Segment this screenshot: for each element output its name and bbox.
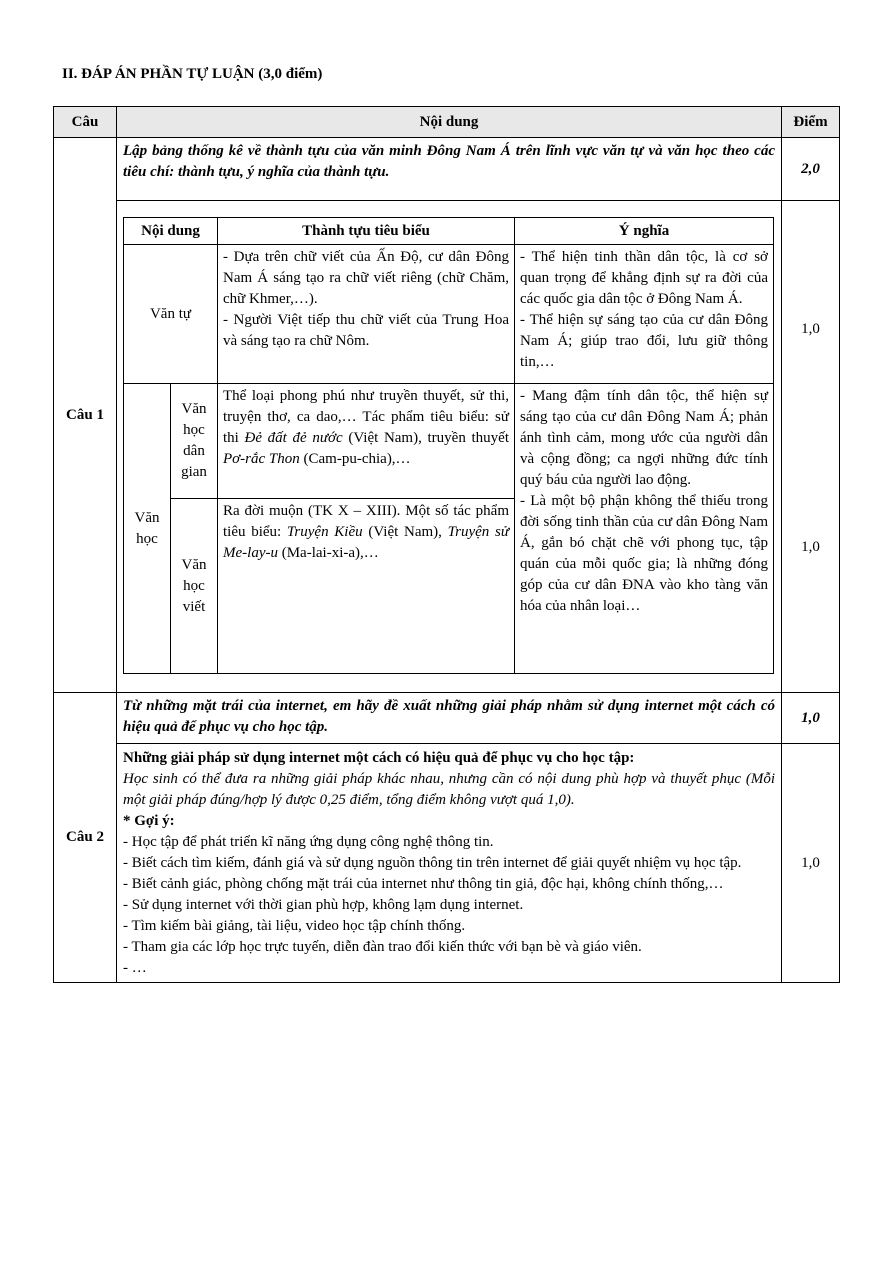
q1-prompt: Lập bảng thống kê về thành tựu của văn minh Đông Nam Á trên lĩnh vực văn tự và văn học theo các tiêu chí: thành tựu, ý nghĩa của thành tựu. bbox=[117, 138, 782, 201]
viet-text-1: Ra đời muộn (TK X – XIII). Một số tác phẩm tiêu biểu: bbox=[223, 503, 509, 540]
van-hoc-meaning-2: - Là một bộ phận không thể thiếu trong đời sống tinh thần của cư dân Đông Nam Á, gắn bó chặt chẽ với phong tục, tập quán của mỗi quốc gia; là những đóng góp của cư dân ĐNA vào kho tàng văn hóa của nhân loại… bbox=[520, 493, 768, 614]
q1-label: Câu 1 bbox=[54, 138, 117, 693]
van-hoc-label: Văn học bbox=[124, 384, 171, 674]
inner-header-thanh-tuu: Thành tựu tiêu biểu bbox=[218, 218, 515, 245]
dan-gian-work-1: Đẻ đất đẻ nước bbox=[244, 430, 343, 446]
q1-answer-row bbox=[54, 201, 840, 693]
van-hoc-meaning bbox=[515, 384, 774, 674]
q2-score: 1,0 bbox=[782, 744, 840, 983]
q2-answer-title: Những giải pháp sử dụng internet một cách có hiệu quả để phục vụ cho học tập: bbox=[123, 750, 635, 766]
viet-work-1: Truyện Kiều bbox=[286, 524, 363, 540]
section-heading: II. ĐÁP ÁN PHẦN TỰ LUẬN (3,0 điểm) bbox=[62, 66, 323, 82]
van-tu-achievement-2: - Người Việt tiếp thu chữ viết của Trung Hoa và sáng tạo ra chữ Nôm. bbox=[223, 312, 509, 349]
van-hoc-viet-achievement bbox=[218, 499, 515, 674]
van-hoc-viet-label: Văn học viết bbox=[171, 499, 218, 674]
q2-answer-row bbox=[54, 744, 840, 983]
q2-answer-note: Học sinh có thể đưa ra những giải pháp khác nhau, nhưng cần có nội dung phù hợp và thuyết phục (Mỗi một giải pháp đúng/hợp lý được 0,25 điểm, tổng điểm không vượt quá 1,0). bbox=[123, 771, 775, 808]
header-diem: Điểm bbox=[782, 107, 840, 138]
q2-hint-4: - Sử dụng internet với thời gian phù hợp, không lạm dụng internet. bbox=[123, 897, 524, 913]
van-hoc-score: 1,0 bbox=[801, 539, 820, 555]
q2-answer-cell bbox=[117, 744, 782, 983]
inner-header-row bbox=[124, 218, 774, 245]
viet-text-3: (Ma-lai-xi-a),… bbox=[277, 545, 379, 561]
q1-inner-table bbox=[123, 217, 774, 674]
van-tu-achievement-1: - Dựa trên chữ viết của Ấn Độ, cư dân Đông Nam Á sáng tạo ra chữ viết riêng (chữ Chăm, chữ Khmer,…). bbox=[223, 249, 509, 307]
van-tu-achievement bbox=[218, 245, 515, 384]
viet-work-2: Truyện sử Me-lay-u bbox=[223, 524, 510, 561]
viet-text-2: (Việt Nam), bbox=[362, 524, 448, 540]
header-noi-dung: Nội dung bbox=[117, 107, 782, 138]
q1-prompt-row bbox=[54, 138, 840, 201]
q2-label: Câu 2 bbox=[54, 693, 117, 983]
q1-prompt-score: 2,0 bbox=[782, 138, 840, 201]
q2-hint-1: - Học tập để phát triển kĩ năng ứng dụng công nghệ thông tin. bbox=[123, 834, 494, 850]
inner-header-y-nghia: Ý nghĩa bbox=[515, 218, 774, 245]
table-header-row bbox=[54, 107, 840, 138]
q1-answer-scores bbox=[782, 201, 840, 693]
dan-gian-text-3: (Cam-pu-chia),… bbox=[299, 451, 411, 467]
q2-prompt-score: 1,0 bbox=[782, 693, 840, 744]
dan-gian-text-1: Thể loại phong phú như truyền thuyết, sử thi, truyện thơ, ca dao,… Tác phẩm tiêu biểu: sử thi bbox=[223, 388, 509, 446]
answer-table bbox=[53, 106, 840, 983]
van-tu-row bbox=[124, 245, 774, 384]
dan-gian-text-2: (Việt Nam), truyền thuyết bbox=[342, 430, 509, 446]
q2-hint-3: - Biết cảnh giác, phòng chống mặt trái của internet như thông tin giả, độc hại, không chính thống,… bbox=[123, 876, 724, 892]
van-tu-meaning-1: - Thể hiện tinh thần dân tộc, là cơ sở quan trọng để khẳng định sự ra đời của các quốc gia dân tộc ở Đông Nam Á. bbox=[520, 249, 768, 307]
inner-header-noi-dung: Nội dung bbox=[124, 218, 218, 245]
q2-hint-5: - Tìm kiếm bài giảng, tài liệu, video học tập chính thống. bbox=[123, 918, 466, 934]
q2-hint-6: - Tham gia các lớp học trực tuyến, diễn đàn trao đổi kiến thức với bạn bè và giáo viên. bbox=[123, 939, 642, 955]
van-tu-meaning-2: - Thể hiện sự sáng tạo của cư dân Đông Nam Á; giúp trao đổi, lưu giữ thông tin,… bbox=[520, 312, 768, 370]
van-hoc-dan-gian-label: Văn học dân gian bbox=[171, 384, 218, 499]
van-tu-score: 1,0 bbox=[801, 321, 820, 337]
q2-prompt: Từ những mặt trái của internet, em hãy đề xuất những giải pháp nhằm sử dụng internet một cách có hiệu quả để phục vụ cho học tập. bbox=[117, 693, 782, 744]
van-tu-meaning bbox=[515, 245, 774, 384]
q2-prompt-row bbox=[54, 693, 840, 744]
van-hoc-dan-gian-row bbox=[124, 384, 774, 499]
van-hoc-meaning-1: - Mang đậm tính dân tộc, thể hiện sự sáng tạo của cư dân Đông Nam Á; phản ánh tình cảm, mong ước của người dân và cộng đồng; ca ngợi những đức tính quý báu của người lao động. bbox=[520, 388, 768, 488]
q1-answer-cell bbox=[117, 201, 782, 693]
dan-gian-work-2: Pơ-rắc Thon bbox=[223, 451, 300, 467]
van-tu-label: Văn tự bbox=[124, 245, 218, 384]
q2-hint-label: * Gợi ý: bbox=[123, 813, 175, 829]
header-cau: Câu bbox=[54, 107, 117, 138]
van-hoc-dan-gian-achievement bbox=[218, 384, 515, 499]
q2-hint-2: - Biết cách tìm kiếm, đánh giá và sử dụng nguồn thông tin trên internet để giải quyết nhiệm vụ học tập. bbox=[123, 855, 742, 871]
q2-hint-7: - … bbox=[123, 960, 147, 976]
